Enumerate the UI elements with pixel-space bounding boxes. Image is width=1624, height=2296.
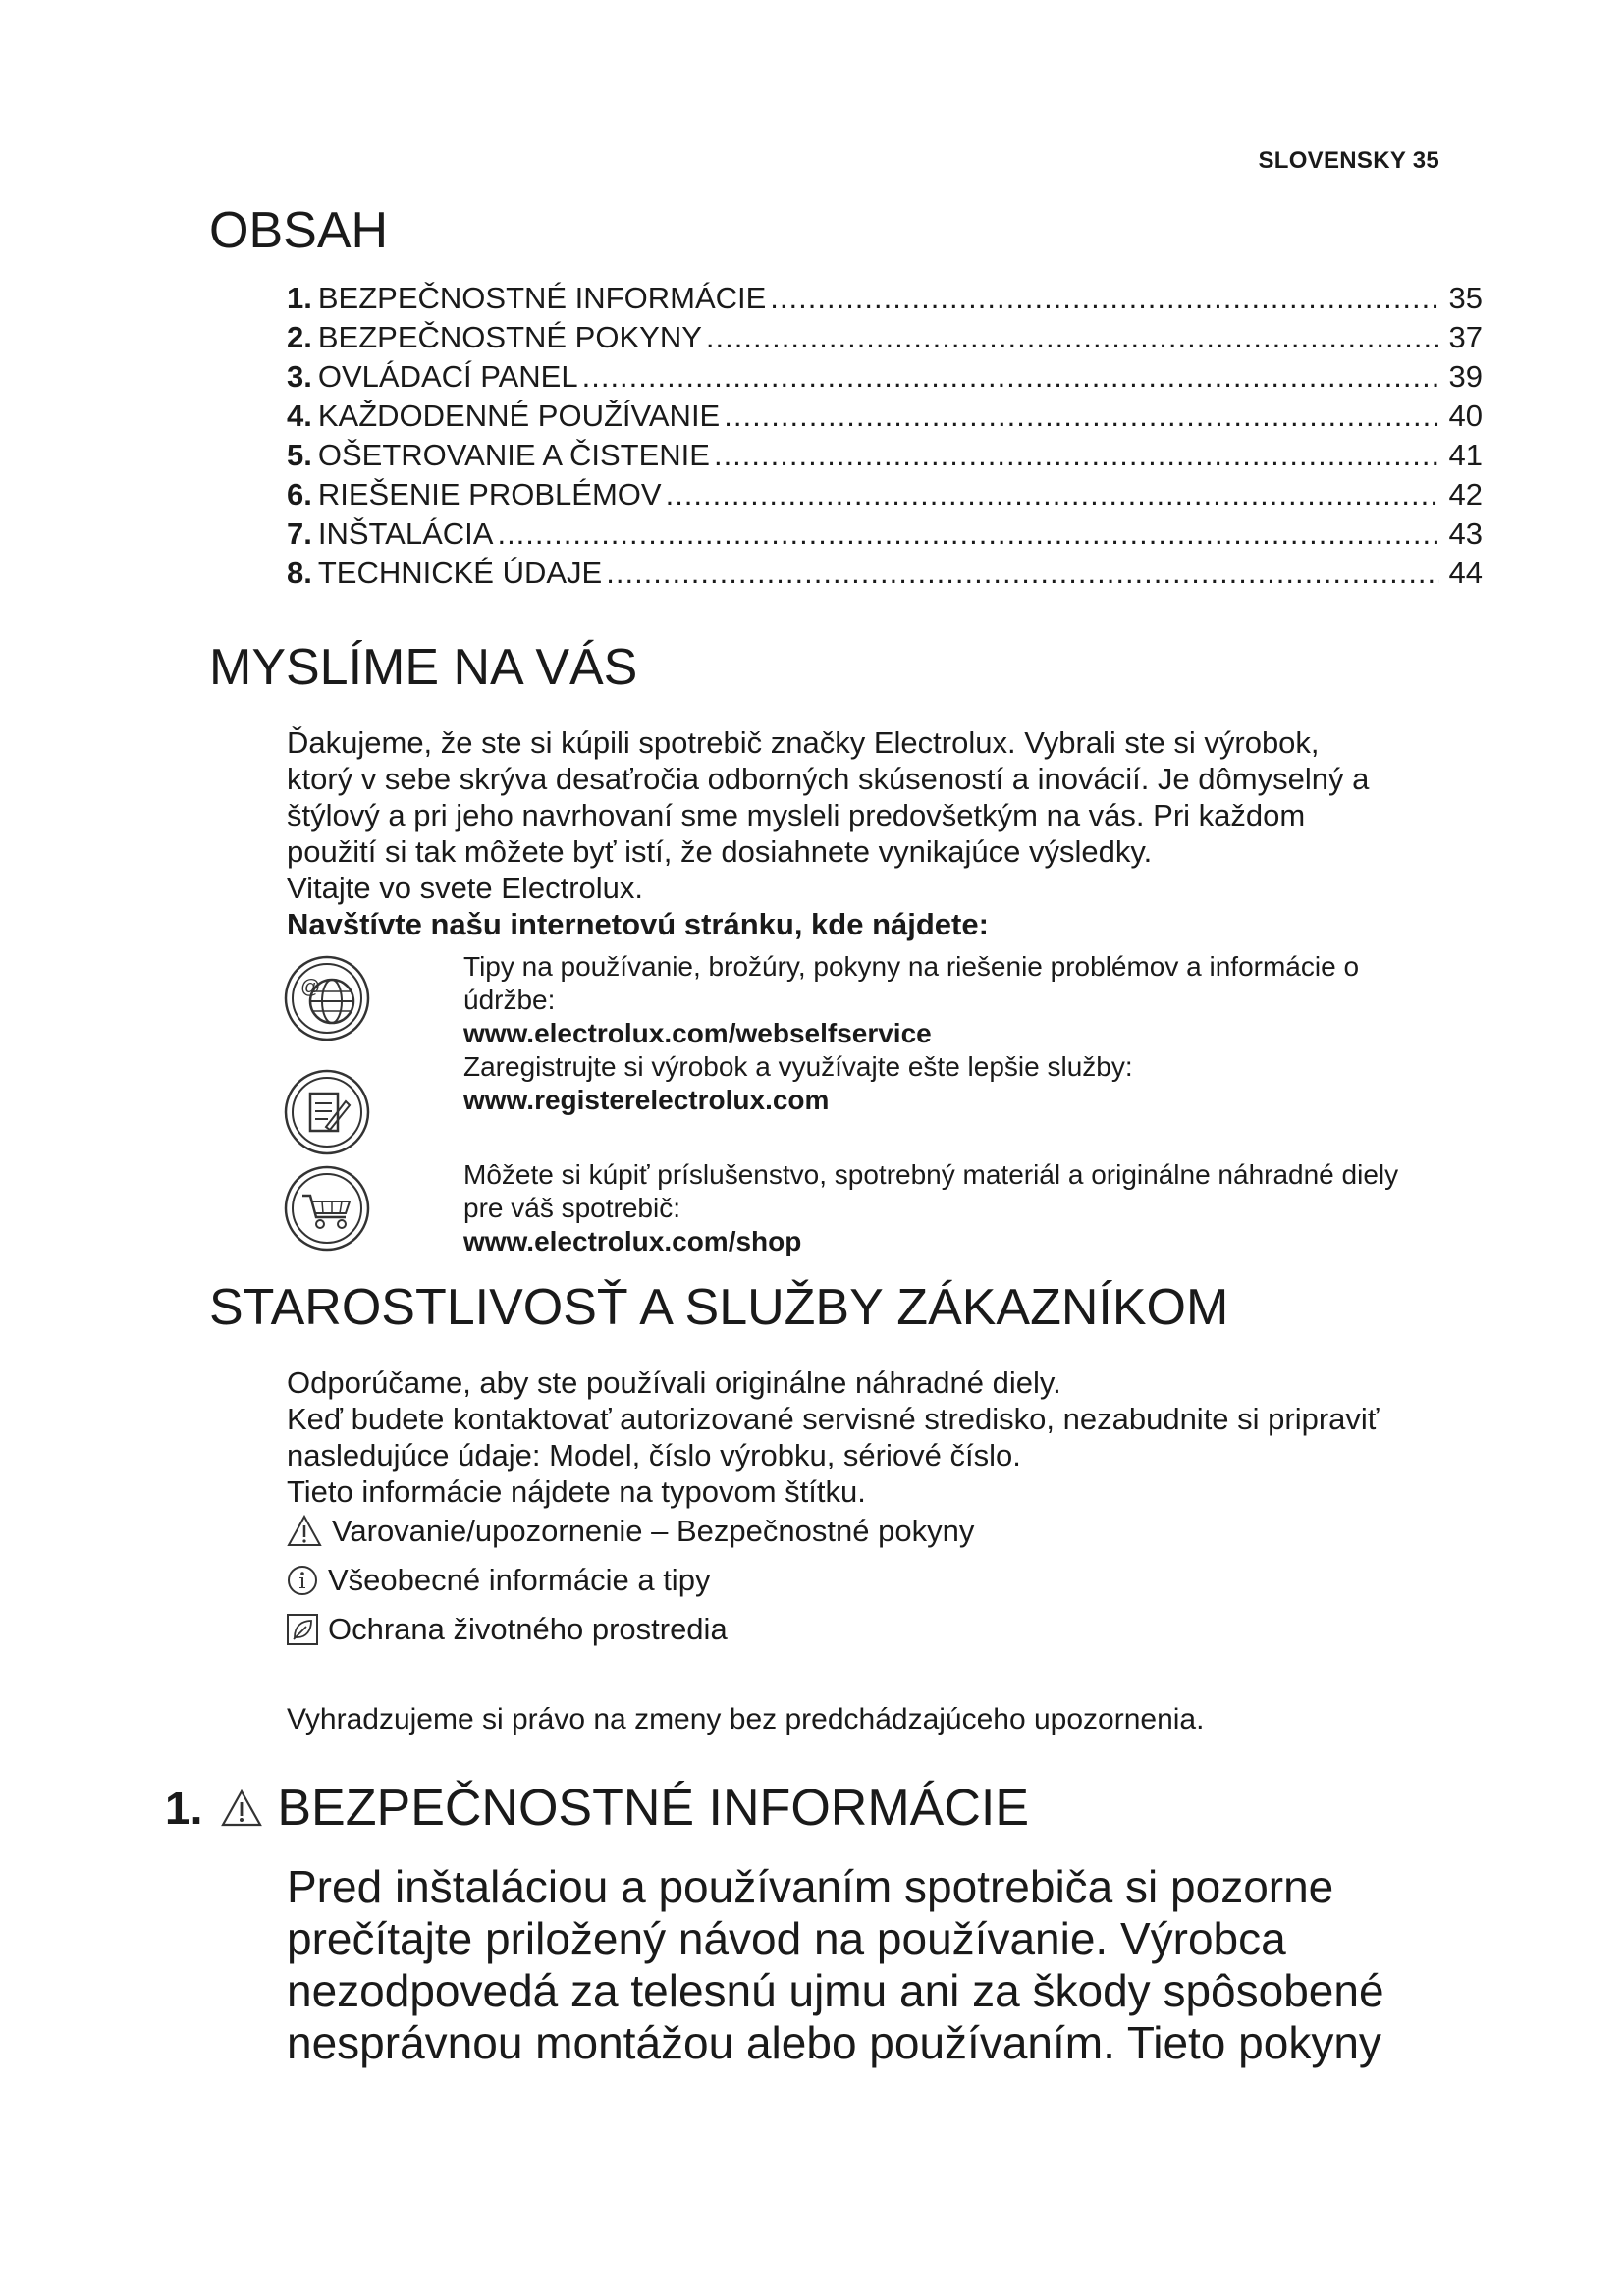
toc-item-page: 41 bbox=[1448, 438, 1483, 472]
toc-item[interactable] bbox=[287, 554, 1483, 593]
link-text bbox=[463, 1050, 1494, 1117]
leaf-icon bbox=[287, 1614, 318, 1645]
care-line: Tieto informácie nájdete na typovom štítku. bbox=[287, 1474, 866, 1509]
toc-item[interactable] bbox=[287, 318, 1483, 357]
globe-icon bbox=[283, 954, 371, 1042]
toc-item-label: RIEŠENIE PROBLÉMOV bbox=[317, 477, 662, 511]
toc-item-page: 37 bbox=[1448, 320, 1483, 354]
legend-info bbox=[287, 1563, 710, 1598]
toc-dot-leader bbox=[714, 436, 1439, 475]
legend-text: Varovanie/upozornenie – Bezpečnostné pokyny bbox=[332, 1514, 975, 1548]
toc-item-number: 7. bbox=[287, 516, 312, 551]
intro-line: Vitajte vo svete Electrolux. bbox=[287, 871, 643, 905]
care-text bbox=[287, 1364, 1494, 1510]
safety-line: Pred inštaláciou a používaním spotrebiča si pozorne bbox=[287, 1861, 1334, 1912]
toc-item-number: 3. bbox=[287, 359, 312, 394]
safety-number: 1. bbox=[165, 1783, 203, 1834]
intro-line: použití si tak môžete byť istí, že dosiahnete vynikajúce výsledky. bbox=[287, 834, 1153, 869]
safety-heading bbox=[165, 1779, 1029, 1838]
toc-dot-leader bbox=[497, 514, 1439, 554]
link-description: Tipy na používanie, brožúry, pokyny na riešenie problémov a informácie o bbox=[463, 951, 1360, 982]
toc-list bbox=[287, 279, 1483, 593]
care-title: STAROSTLIVOSŤ A SLUŽBY ZÁKAZNÍKOM bbox=[209, 1279, 1229, 1336]
link-description: údržbe: bbox=[463, 985, 556, 1015]
page-label: SLOVENSKY 35 bbox=[1258, 147, 1439, 174]
toc-dot-leader bbox=[770, 279, 1439, 318]
warning-icon bbox=[220, 1789, 263, 1828]
toc-dot-leader bbox=[724, 397, 1439, 436]
intro-line: Ďakujeme, že ste si kúpili spotrebič značky Electrolux. Vybrali ste si výrobok, bbox=[287, 725, 1320, 760]
toc-item-label: OVLÁDACÍ PANEL bbox=[317, 359, 578, 394]
toc-item-label: TECHNICKÉ ÚDAJE bbox=[317, 556, 603, 590]
toc-item-label: INŠTALÁCIA bbox=[317, 516, 494, 551]
legend-text: Všeobecné informácie a tipy bbox=[328, 1563, 711, 1597]
cart-icon bbox=[283, 1164, 371, 1253]
care-line: Keď budete kontaktovať autorizované servisné stredisko, nezabudnite si pripraviť bbox=[287, 1402, 1380, 1436]
url-webselfservice[interactable]: www.electrolux.com/webselfservice bbox=[463, 1018, 932, 1048]
toc-dot-leader bbox=[606, 554, 1439, 593]
visit-label: Navštívte našu internetovú stránku, kde nájdete: bbox=[287, 907, 989, 941]
link-description: Môžete si kúpiť príslušenstvo, spotrebný materiál a originálne náhradné diely bbox=[463, 1159, 1399, 1190]
toc-dot-leader bbox=[666, 475, 1439, 514]
toc-title: OBSAH bbox=[209, 202, 389, 259]
intro-line: ktorý v sebe skrýva desaťročia odborných skúseností a inovácií. Je dômyselný a bbox=[287, 762, 1370, 796]
toc-item-page: 35 bbox=[1448, 281, 1483, 315]
register-icon bbox=[283, 1068, 371, 1156]
safety-title: BEZPEČNOSTNÉ INFORMÁCIE bbox=[277, 1780, 1030, 1837]
toc-item[interactable] bbox=[287, 357, 1483, 397]
link-text bbox=[463, 1158, 1494, 1258]
toc-item-label: OŠETROVANIE A ČISTENIE bbox=[317, 438, 710, 472]
toc-item-number: 2. bbox=[287, 320, 312, 354]
svg-text:@: @ bbox=[300, 977, 321, 998]
thinking-title: MYSLÍME NA VÁS bbox=[209, 639, 638, 696]
url-register[interactable]: www.registerelectrolux.com bbox=[463, 1085, 830, 1115]
toc-item-number: 8. bbox=[287, 556, 312, 590]
toc-item-page: 39 bbox=[1448, 359, 1483, 394]
safety-text bbox=[287, 1861, 1504, 2069]
toc-item-number: 5. bbox=[287, 438, 312, 472]
toc-dot-leader bbox=[582, 357, 1439, 397]
thinking-intro bbox=[287, 724, 1494, 942]
safety-line: nezodpovedá za telesnú ujmu ani za škody spôsobené bbox=[287, 1965, 1384, 2016]
toc-item[interactable] bbox=[287, 514, 1483, 554]
toc-item[interactable] bbox=[287, 475, 1483, 514]
url-shop[interactable]: www.electrolux.com/shop bbox=[463, 1226, 802, 1256]
legend-warning bbox=[287, 1514, 974, 1549]
safety-line: nesprávnou montážou alebo používaním. Tieto pokyny bbox=[287, 2017, 1381, 2068]
info-icon bbox=[287, 1565, 318, 1596]
legend-environment bbox=[287, 1612, 728, 1647]
toc-item-page: 43 bbox=[1448, 516, 1483, 551]
intro-line: štýlový a pri jeho navrhovaní sme mysleli predovšetkým na vás. Pri každom bbox=[287, 798, 1306, 832]
toc-item[interactable] bbox=[287, 397, 1483, 436]
toc-item-number: 1. bbox=[287, 281, 312, 315]
link-text bbox=[463, 950, 1494, 1050]
toc-item-number: 4. bbox=[287, 399, 312, 433]
care-line: Odporúčame, aby ste používali originálne náhradné diely. bbox=[287, 1365, 1061, 1400]
link-description: Zaregistrujte si výrobok a využívajte ešte lepšie služby: bbox=[463, 1051, 1133, 1082]
toc-item[interactable] bbox=[287, 279, 1483, 318]
legend-text: Ochrana životného prostredia bbox=[328, 1612, 728, 1646]
toc-item-page: 44 bbox=[1448, 556, 1483, 590]
link-description: pre váš spotrebič: bbox=[463, 1193, 680, 1223]
toc-dot-leader bbox=[706, 318, 1439, 357]
toc-item-label: KAŽDODENNÉ POUŽÍVANIE bbox=[317, 399, 721, 433]
toc-item-label: BEZPEČNOSTNÉ POKYNY bbox=[317, 320, 702, 354]
toc-item-number: 6. bbox=[287, 477, 312, 511]
toc-item-label: BEZPEČNOSTNÉ INFORMÁCIE bbox=[317, 281, 767, 315]
disclaimer: Vyhradzujeme si právo na zmeny bez predchádzajúceho upozornenia. bbox=[287, 1703, 1205, 1735]
safety-line: prečítajte priložený návod na používanie. Výrobca bbox=[287, 1913, 1286, 1964]
toc-item-page: 40 bbox=[1448, 399, 1483, 433]
toc-item[interactable] bbox=[287, 436, 1483, 475]
care-line: nasledujúce údaje: Model, číslo výrobku, sériové číslo. bbox=[287, 1438, 1021, 1472]
toc-item-page: 42 bbox=[1448, 477, 1483, 511]
warning-icon bbox=[287, 1515, 322, 1548]
